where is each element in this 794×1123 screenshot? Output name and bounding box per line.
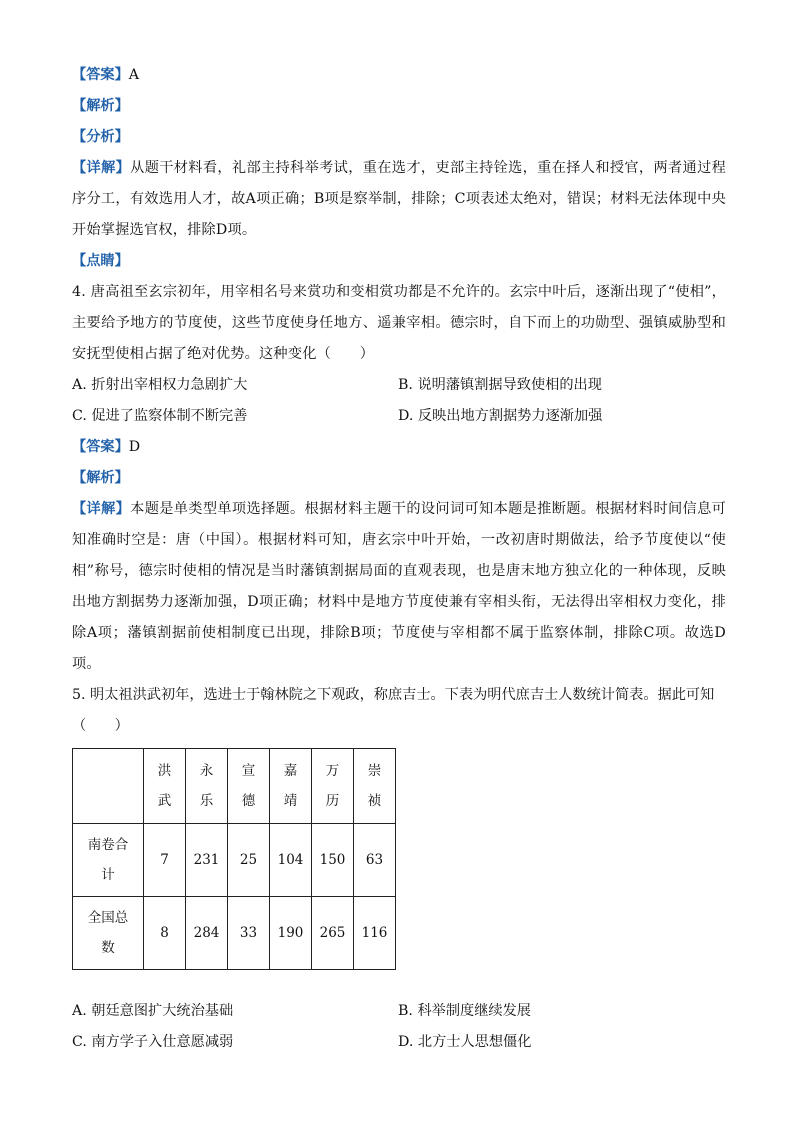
question-5-stem: 5. 明太祖洪武初年，选进士于翰林院之下观政，称庶吉士。下表为明代庶吉士人数统计简表。据此可知 [72,687,715,703]
shujishi-stats-table [72,748,396,970]
row-label-cell [73,897,144,970]
table-cell: 63 [354,824,396,897]
header-char: 永 [199,763,214,779]
row-label: 南卷合 [87,837,129,853]
table-header-cell [186,749,228,824]
table-cell: 284 [186,897,228,970]
analysis-tag: 【解析】 [72,470,129,486]
header-char: 乐 [199,793,214,809]
table-header-cell [144,749,186,824]
document-page [72,60,726,1058]
detail-text: 从题干材料看，礼部主持科举考试，重在选才，吏部主持铨选，重在择人和授官，两者通过程序分工，有效选用人才，故A项正确；B项是察举制，排除；C项表述太绝对，错误；材料无法体现中央开始掌握选官权，排除D项。 [72,160,726,238]
detail-tag: 【详解】 [72,160,131,176]
header-char: 祯 [367,793,382,809]
header-char: 历 [325,793,340,809]
table-header-cell [228,749,270,824]
header-char: 靖 [283,793,298,809]
dianjing-tag: 【点睛】 [72,253,129,269]
option-a[interactable]: A. 折射出宰相权力急剧扩大 [72,377,248,393]
row-label: 数 [101,940,115,956]
detail-paragraph-q3 [72,153,726,246]
question-5-options-row-2 [72,1027,726,1058]
table-cell: 7 [144,824,186,897]
answer-line-q4 [72,432,726,463]
table-cell: 265 [312,897,354,970]
option-c[interactable]: C. 促进了监察体制不断完善 [72,408,248,424]
detail-tag: 【详解】 [72,501,131,517]
dianjing-heading-q3 [72,246,726,277]
header-char: 德 [241,793,256,809]
analysis-heading-q3 [72,91,726,122]
header-char: 洪 [157,763,172,779]
option-a[interactable]: A. 朝廷意图扩大统治基础 [72,1003,234,1019]
table-cell: 33 [228,897,270,970]
table-cell: 25 [228,824,270,897]
answer-tag: 【答案】 [72,67,129,83]
table-header-cell [354,749,396,824]
row-label-cell [73,824,144,897]
answer-tag: 【答案】 [72,439,129,455]
header-char: 万 [325,763,340,779]
table-row [73,824,396,897]
answer-line-q3 [72,60,726,91]
detail-text: 本题是单类型单项选择题。根据材料主题干的设问词可知本题是推断题。根据材料时间信息可知准确时空是：唐（中国）。根据材料可知，唐玄宗中叶开始，一改初唐时期做法，给予节度使以“使相”称号，德宗时使相的情况是当时藩镇割据局面的直观表现，也是唐末地方独立化的一种体现，反映出地方割据势力逐渐加强，D项正确；材料中是地方节度使兼有宰相头衔，无法得出宰相权力变化，排除A项；藩镇割据前使相制度已出现，排除B项；节度使与宰相都不属于监察体制，排除C项。故选D项。 [72,501,726,672]
detail-paragraph-q4 [72,494,726,680]
question-5-paren: （ ） [72,718,129,734]
fenxi-tag: 【分析】 [72,129,129,145]
fenxi-heading-q3 [72,122,726,153]
header-char: 嘉 [283,763,298,779]
answer-value: D [128,439,141,455]
table-header-cell [270,749,312,824]
table-corner-cell [73,749,144,824]
row-label: 计 [101,867,115,883]
header-char: 宣 [241,763,256,779]
option-d[interactable]: D. 反映出地方割据势力逐渐加强 [398,408,603,424]
table-cell: 150 [312,824,354,897]
row-label: 全国总 [87,910,129,926]
analysis-tag: 【解析】 [72,98,129,114]
header-char: 崇 [367,763,382,779]
answer-value: A [128,67,140,83]
table-cell: 8 [144,897,186,970]
option-c[interactable]: C. 南方学子入仕意愿减弱 [72,1034,234,1050]
table-row [73,897,396,970]
table-cell: 116 [354,897,396,970]
analysis-heading-q4 [72,463,726,494]
question-4-options-row-2 [72,401,726,432]
table-cell: 104 [270,824,312,897]
header-char: 武 [157,793,172,809]
table-header-cell [312,749,354,824]
question-5-options-row-1 [72,996,726,1027]
option-d[interactable]: D. 北方士人思想僵化 [398,1034,532,1050]
table-cell: 231 [186,824,228,897]
option-b[interactable]: B. 科举制度继续发展 [398,1003,531,1019]
table-cell: 190 [270,897,312,970]
option-b[interactable]: B. 说明藩镇割据导致使相的出现 [398,377,602,393]
table-header-row [73,749,396,824]
question-4-options-row-1 [72,370,726,401]
question-4-stem: 4. 唐高祖至玄宗初年，用宰相名号来赏功和变相赏功都是不允许的。玄宗中叶后，逐渐出现了“使相”，主要给予地方的节度使，这些节度使身任地方、遥兼宰相。德宗时，自下而上的功勋型、强镇威胁型和安抚型使相占据了绝对优势。这种变化（ ） [72,284,726,362]
